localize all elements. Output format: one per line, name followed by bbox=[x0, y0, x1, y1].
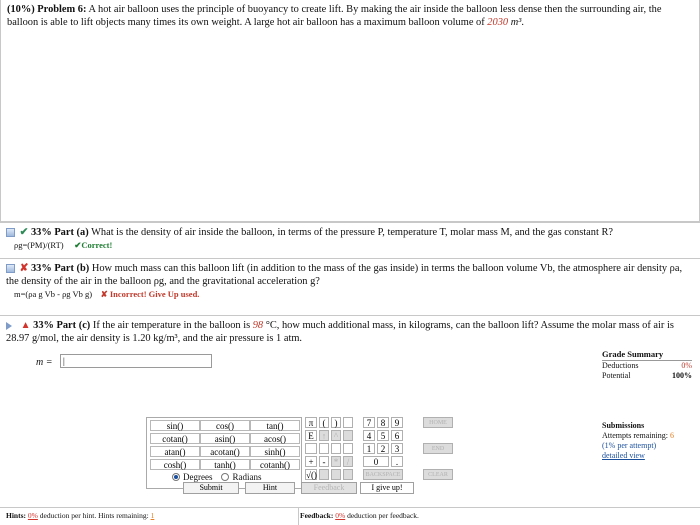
digit-3-key[interactable]: 3 bbox=[391, 443, 403, 454]
divide-key[interactable]: / bbox=[343, 456, 353, 467]
function-button[interactable]: sin() bbox=[150, 420, 200, 431]
digit-1-key[interactable]: 1 bbox=[363, 443, 375, 454]
detailed-view-link[interactable]: detailed view bbox=[602, 451, 645, 460]
power-key-2[interactable]: ^ bbox=[331, 430, 341, 441]
function-button[interactable]: tanh() bbox=[200, 459, 250, 470]
plus-key[interactable]: + bbox=[305, 456, 317, 467]
sqrt-key[interactable]: √() bbox=[306, 470, 317, 480]
function-button[interactable]: sinh() bbox=[250, 446, 300, 457]
e-key[interactable]: E bbox=[305, 430, 317, 441]
part-a-status: ✔Correct! bbox=[74, 240, 113, 250]
feedback-info bbox=[300, 511, 419, 520]
hints-bar bbox=[0, 507, 700, 525]
angle-mode bbox=[150, 472, 298, 482]
function-button[interactable]: tan() bbox=[250, 420, 300, 431]
part-b-question: How much mass can this balloon lift (in addition to the mass of the gas inside) in terms the balloon volume Vb, the atmosphere air density ρa, the density of the air in the balloon ρg, and the gravitational acceleration g? bbox=[6, 263, 683, 287]
hint-button[interactable]: Hint bbox=[245, 482, 295, 494]
footer-divider bbox=[298, 508, 299, 525]
home-key[interactable]: HOME bbox=[423, 417, 453, 428]
part-c-percent: 33% bbox=[33, 320, 54, 331]
digit-9-key[interactable]: 9 bbox=[391, 417, 403, 428]
part-a-toggle-icon[interactable] bbox=[6, 228, 15, 237]
part-b-label: Part (b) bbox=[54, 263, 90, 274]
part-b-answer-line bbox=[14, 288, 694, 301]
problem-statement: (10%) Problem 6: A hot air balloon uses the principle of buoyancy to create lift. By making the air inside the balloon less dense then the surrounding air, the balloon is able to lift objects many times its own weight. A large hot air balloon has a maximum balloon volume of 2030 m³. bbox=[0, 0, 700, 222]
function-grid bbox=[150, 420, 298, 470]
blank-key[interactable] bbox=[343, 430, 353, 441]
blank-key[interactable] bbox=[343, 417, 353, 428]
function-button[interactable]: atan() bbox=[150, 446, 200, 457]
degrees-radio[interactable] bbox=[172, 473, 180, 481]
function-button[interactable]: cotan() bbox=[150, 433, 200, 444]
answer-input[interactable] bbox=[60, 354, 212, 368]
function-button[interactable]: cosh() bbox=[150, 459, 200, 470]
feedback-button[interactable]: Feedback bbox=[301, 482, 357, 494]
part-b-status: ✘ Incorrect! Give Up used. bbox=[100, 289, 200, 299]
function-button[interactable]: acotan() bbox=[200, 446, 250, 457]
answer-label: m = bbox=[36, 357, 53, 368]
part-b bbox=[0, 258, 700, 306]
give-up-button[interactable]: I give up! bbox=[360, 482, 414, 494]
part-c-question-post: °C, how much additional mass, in kilograms, can the balloon lift? Assume the molar mass of air is 28.97 g/mol, the air density is 1.20 kg/m³, and the air pressure is 1 atm. bbox=[6, 320, 674, 344]
blank-key[interactable] bbox=[305, 443, 317, 454]
part-c-label: Part (c) bbox=[56, 320, 91, 331]
function-button[interactable]: asin() bbox=[200, 433, 250, 444]
power-key[interactable]: ↑ bbox=[319, 430, 329, 441]
deductions-label: Deductions bbox=[602, 361, 639, 370]
blank-key[interactable] bbox=[319, 469, 329, 480]
digit-7-key[interactable]: 7 bbox=[363, 417, 375, 428]
part-b-toggle-icon[interactable] bbox=[6, 264, 15, 273]
part-b-answer: m=(ρa g Vb - ρg Vb g) bbox=[14, 289, 93, 299]
hints-text: deduction per hint. Hints remaining: bbox=[39, 511, 149, 520]
part-a-answer-line bbox=[14, 239, 694, 252]
warning-icon: ▲ bbox=[20, 320, 31, 331]
attempts-label: Attempts remaining: bbox=[602, 431, 668, 440]
submissions-title: Submissions bbox=[602, 421, 645, 430]
hints-label: Hints: bbox=[6, 511, 27, 520]
digit-0-key[interactable]: 0 bbox=[363, 456, 389, 467]
blank-key[interactable] bbox=[331, 469, 341, 480]
problem-prefix: (10%) Problem 6: bbox=[7, 4, 87, 15]
submit-button[interactable]: Submit bbox=[183, 482, 239, 494]
balloon-volume: 2030 bbox=[487, 17, 509, 28]
part-a-question: What is the density of air inside the balloon, in terms of the pressure P, temperature T, molar mass M, and the gas constant R? bbox=[91, 227, 613, 238]
part-c-expand-icon[interactable] bbox=[6, 322, 16, 330]
blank-key[interactable] bbox=[319, 443, 329, 454]
degrees-label: Degrees bbox=[183, 472, 213, 482]
digit-4-key[interactable]: 4 bbox=[363, 430, 375, 441]
function-button[interactable]: cotanh() bbox=[250, 459, 300, 470]
grade-summary-title: Grade Summary bbox=[602, 349, 692, 361]
feedback-label: Feedback: bbox=[300, 511, 334, 520]
side-keys bbox=[423, 417, 455, 480]
part-a-label: Part (a) bbox=[54, 227, 89, 238]
function-panel bbox=[146, 417, 302, 489]
digit-8-key[interactable]: 8 bbox=[377, 417, 389, 428]
incorrect-icon: ✘ bbox=[19, 263, 29, 274]
function-button[interactable]: cos() bbox=[200, 420, 250, 431]
end-key[interactable]: END bbox=[423, 443, 453, 454]
part-c-question-pre: If the air temperature in the balloon is bbox=[92, 320, 253, 331]
clear-key[interactable]: CLEAR bbox=[423, 469, 453, 480]
check-icon: ✔ bbox=[19, 227, 29, 238]
problem-text: A hot air balloon uses the principle of buoyancy to create lift. By making the air inside the balloon less dense then the surrounding air, the balloon is able to lift objects many times its own weight. A large hot air balloon has a maximum balloon volume of bbox=[7, 4, 662, 28]
part-b-percent: 33% bbox=[30, 263, 52, 274]
part-c-temp: 98 bbox=[252, 320, 264, 331]
number-keypad bbox=[363, 417, 421, 480]
blank-key[interactable] bbox=[343, 443, 353, 454]
minus-key[interactable]: - bbox=[319, 456, 329, 467]
symbol-keypad bbox=[305, 417, 349, 489]
blank-key[interactable] bbox=[331, 443, 341, 454]
submissions bbox=[602, 421, 694, 461]
blank-key[interactable] bbox=[343, 469, 353, 480]
close-paren-key[interactable]: ) bbox=[331, 417, 341, 428]
decimal-key[interactable]: . bbox=[391, 456, 403, 467]
grade-summary bbox=[602, 349, 692, 381]
radians-radio[interactable] bbox=[221, 473, 229, 481]
attempts-value: 6 bbox=[670, 431, 674, 440]
part-a bbox=[0, 222, 700, 252]
pi-key[interactable]: π bbox=[305, 417, 317, 428]
part-a-percent: 33% bbox=[30, 227, 52, 238]
feedback-pct: 0% bbox=[335, 511, 346, 520]
digit-5-key[interactable]: 5 bbox=[377, 430, 389, 441]
feedback-text: deduction per feedback. bbox=[347, 511, 419, 520]
open-paren-key[interactable]: ( bbox=[319, 417, 329, 428]
potential-label: Potential bbox=[602, 371, 631, 380]
hints-pct: 0% bbox=[27, 511, 38, 520]
multiply-key[interactable]: * bbox=[331, 456, 341, 467]
deductions-value: 0% bbox=[681, 361, 692, 370]
backspace-key[interactable]: BACKSPACE bbox=[363, 469, 403, 480]
hints-remaining: 1 bbox=[150, 511, 155, 520]
digit-2-key[interactable]: 2 bbox=[377, 443, 389, 454]
part-a-answer: ρg=(PM)/(RT) bbox=[14, 240, 64, 250]
digit-6-key[interactable]: 6 bbox=[391, 430, 403, 441]
function-button[interactable]: acos() bbox=[250, 433, 300, 444]
radians-label: Radians bbox=[232, 472, 262, 482]
potential-value: 100% bbox=[672, 371, 692, 380]
volume-unit: m³ bbox=[510, 17, 522, 28]
per-attempt: (1% per attempt) bbox=[602, 441, 657, 450]
